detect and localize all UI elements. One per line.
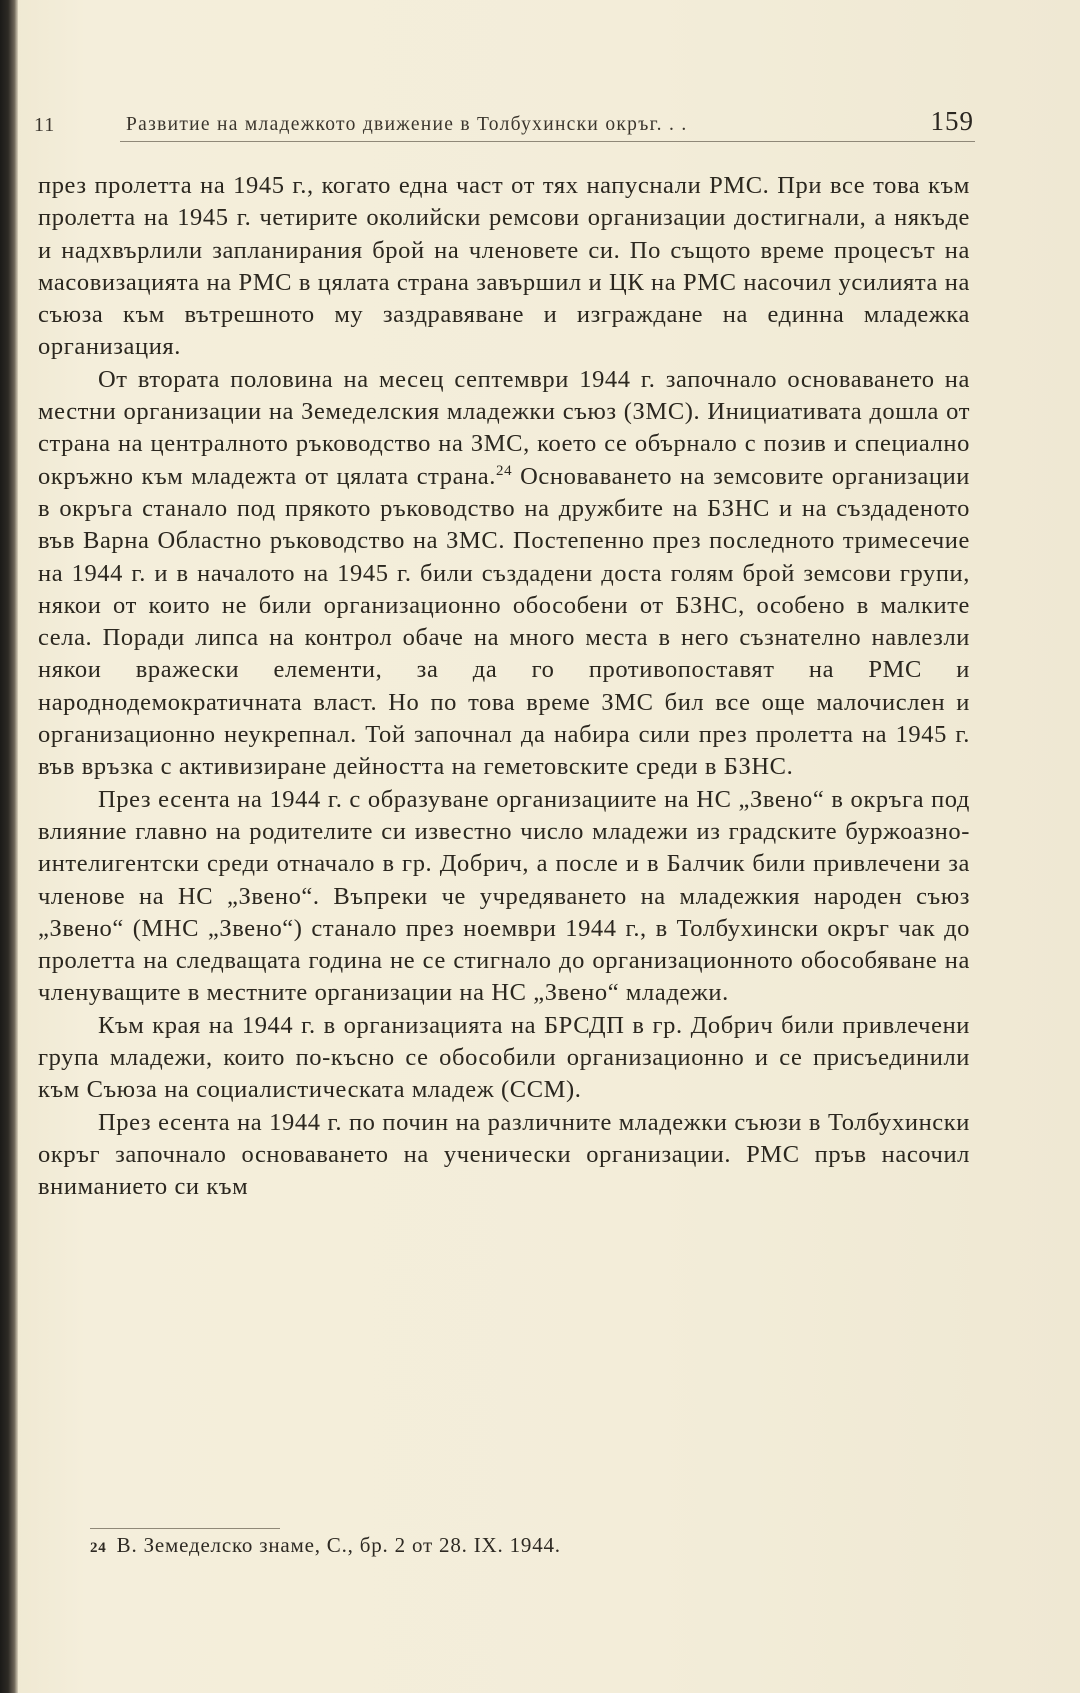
section-number: 11 — [34, 114, 56, 136]
paragraph — [38, 1107, 970, 1204]
paragraph-text: От втората половина на месец септември 1944 г. започнало основаването на местни организации на Земеделския младежки съюз (ЗМС). Инициативата дошла от страна на централното ръководство на ЗМС, което се обърнало с позив и специално окръжно към младежта от цялата страна. — [38, 365, 970, 490]
paragraph — [38, 170, 970, 364]
paragraph — [38, 364, 970, 784]
book-spine-shadow — [0, 0, 18, 1693]
paragraph-text: Основаването на земсовите организации в окръга станало под прякото ръководство на дружбите на БЗНС и на създаденото във Варна Областно ръководство на ЗМС. Постепенно през последното тримесечие на 1944 г. и в началото на 1945 г. били създадени доста голям брой земсови групи, някои от които не били организационно обособени от БЗНС, особено в малките села. Поради липса на контрол обаче на много места в него съзнателно навлезли някои вражески елементи, за да го противопоставят на РМС и народнодемократичната власт. Но по това време ЗМС бил все още малочислен и организационно неукрепнал. Той започнал да набира сили през пролетта на 1945 г. във връзка с активизиране дейността на геметовските среди в БЗНС. — [38, 462, 970, 781]
page-number: 159 — [930, 106, 974, 136]
footnote-text: В. Земеделско знаме, С., бр. 2 от 28. IX. 1944. — [116, 1533, 561, 1557]
footnote — [90, 1533, 890, 1558]
running-header — [34, 104, 974, 144]
paragraph — [38, 784, 970, 1010]
paragraph — [38, 1010, 970, 1107]
running-title: Развитие на младежкото движение в Толбухински окръг. . . — [126, 114, 688, 135]
paragraph-text: през пролетта на 1945 г., когато една част от тях напуснали РМС. При все това към пролетта на 1945 г. четирите околийски ремсови организации достигнали, а някъде и надхвърлили запланирания брой на членовете си. По същото време процесът на масовизацията на РМС в цялата страна завършил и ЦК на РМС насочил усилията на съюза към вътрешното му заздравяване и изграждане на единна младежка организация. — [38, 172, 970, 361]
footnote-reference[interactable]: 24 — [496, 462, 513, 479]
body-text — [38, 170, 970, 1204]
paragraph-text: През есента на 1944 г. по почин на различните младежки съюзи в Толбухински окръг започнало основаването на ученически организации. РМС пръв насочил вниманието си към — [38, 1108, 970, 1201]
footnote-rule — [90, 1528, 280, 1529]
paragraph-text: Към края на 1944 г. в организацията на БРСДП в гр. Добрич били привлечени група младежи, които по-късно се обособили организационно и се присъединили към Съюза на социалистическата младеж (ССМ). — [38, 1011, 970, 1104]
paragraph-text: През есента на 1944 г. с образуване организациите на НС „Звено“ в окръга под влияние главно на родителите си известно число младежи из градските буржоазно-интелигентски среди отначало в гр. Добрич, а после и в Балчик били привлечени за членове на НС „Звено“. Въпреки че учредяването на младежкия народен съюз „Звено“ (МНС „Звено“) станало през ноември 1944 г., в Толбухински окръг чак до пролетта на следващата година не се стигнало до организационното обособяване на членуващите в местните организации на НС „Звено“ младежи. — [38, 785, 970, 1007]
header-rule — [120, 141, 975, 142]
footnote-number: 24 — [90, 1540, 107, 1556]
